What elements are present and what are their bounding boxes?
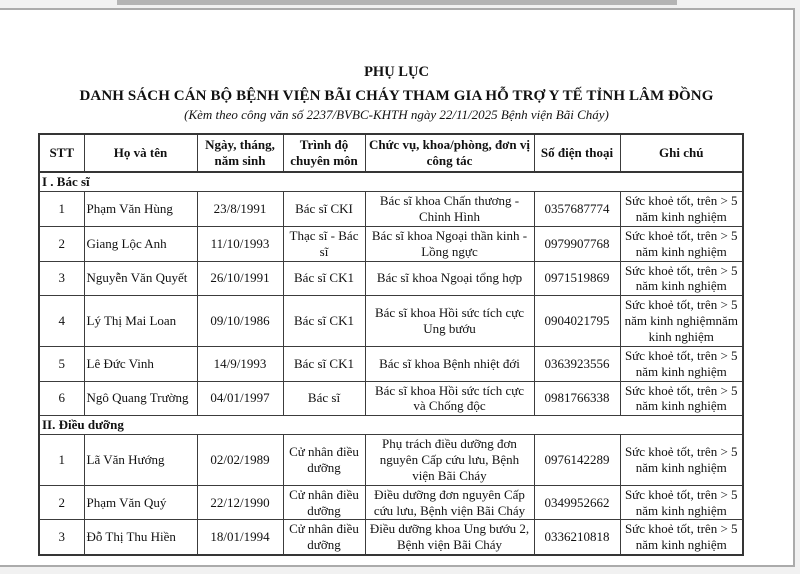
table-row — [39, 192, 743, 227]
cell-phone: 0363923556 — [534, 346, 620, 381]
cell-note: Sức khoẻ tốt, trên > 5 năm kinh nghiệm — [620, 261, 743, 296]
table-row — [39, 381, 743, 416]
cell-note: Sức khoẻ tốt, trên > 5 năm kinh nghiệm — [620, 381, 743, 416]
table-row — [39, 261, 743, 296]
table-row — [39, 485, 743, 520]
table-row — [39, 435, 743, 486]
document-body — [0, 10, 793, 556]
window-top-edge — [117, 0, 677, 5]
cell-stt: 4 — [39, 296, 84, 347]
cell-stt: 1 — [39, 435, 84, 486]
cell-stt: 3 — [39, 520, 84, 555]
cell-note: Sức khoẻ tốt, trên > 5 năm kinh nghiệm — [620, 226, 743, 261]
cell-name: Lý Thị Mai Loan — [84, 296, 197, 347]
cell-degree: Cử nhân điều dưỡng — [283, 435, 365, 486]
cell-position: Bác sĩ khoa Ngoại thần kinh - Lồng ngực — [365, 226, 534, 261]
cell-note: Sức khoẻ tốt, trên > 5 năm kinh nghiệm — [620, 485, 743, 520]
cell-dob: 18/01/1994 — [197, 520, 283, 555]
cell-name: Ngô Quang Trường — [84, 381, 197, 416]
cell-phone: 0976142289 — [534, 435, 620, 486]
cell-phone: 0981766338 — [534, 381, 620, 416]
cell-position: Điều dưỡng khoa Ung bướu 2, Bệnh viện Bãi Cháy — [365, 520, 534, 555]
cell-degree: Bác sĩ — [283, 381, 365, 416]
table-row — [39, 296, 743, 347]
col-header-stt: STT — [39, 134, 84, 172]
table-row — [39, 520, 743, 555]
col-header-name: Họ và tên — [84, 134, 197, 172]
cell-name: Đỗ Thị Thu Hiền — [84, 520, 197, 555]
cell-note: Sức khoẻ tốt, trên > 5 năm kinh nghiệm — [620, 346, 743, 381]
table-header-row — [39, 134, 743, 172]
cell-dob: 23/8/1991 — [197, 192, 283, 227]
col-header-note: Ghi chú — [620, 134, 743, 172]
table-row — [39, 346, 743, 381]
cell-stt: 2 — [39, 226, 84, 261]
cell-degree: Bác sĩ CK1 — [283, 261, 365, 296]
cell-phone: 0336210818 — [534, 520, 620, 555]
cell-stt: 5 — [39, 346, 84, 381]
cell-dob: 26/10/1991 — [197, 261, 283, 296]
cell-stt: 6 — [39, 381, 84, 416]
cell-position: Bác sĩ khoa Hồi sức tích cực và Chống độc — [365, 381, 534, 416]
cell-degree: Thạc sĩ - Bác sĩ — [283, 226, 365, 261]
col-header-phone: Số điện thoại — [534, 134, 620, 172]
cell-degree: Cử nhân điều dưỡng — [283, 520, 365, 555]
cell-name: Lê Đức Vinh — [84, 346, 197, 381]
appendix-title: PHỤ LỤC — [364, 64, 429, 80]
staff-table-body — [39, 172, 743, 555]
cell-name: Giang Lộc Anh — [84, 226, 197, 261]
cell-note: Sức khoẻ tốt, trên > 5 năm kinh nghiệm — [620, 192, 743, 227]
cell-name: Nguyễn Văn Quyết — [84, 261, 197, 296]
cell-dob: 11/10/1993 — [197, 226, 283, 261]
cell-position: Bác sĩ khoa Hồi sức tích cực Ung bướu — [365, 296, 534, 347]
col-header-degree: Trình độ chuyên môn — [283, 134, 365, 172]
cell-position: Điều dưỡng đơn nguyên Cấp cứu lưu, Bệnh viện Bãi Cháy — [365, 485, 534, 520]
section-label: I . Bác sĩ — [39, 172, 743, 191]
cell-phone: 0357687774 — [534, 192, 620, 227]
col-header-dob: Ngày, tháng, năm sinh — [197, 134, 283, 172]
cell-position: Bác sĩ khoa Ngoại tổng hợp — [365, 261, 534, 296]
cell-position: Bác sĩ khoa Chấn thương - Chỉnh Hình — [365, 192, 534, 227]
cell-position: Phụ trách điều dưỡng đơn nguyên Cấp cứu lưu, Bệnh viện Bãi Cháy — [365, 435, 534, 486]
cell-dob: 14/9/1993 — [197, 346, 283, 381]
cell-stt: 3 — [39, 261, 84, 296]
cell-dob: 04/01/1997 — [197, 381, 283, 416]
cell-degree: Bác sĩ CKI — [283, 192, 365, 227]
cell-degree: Bác sĩ CK1 — [283, 346, 365, 381]
cell-degree: Bác sĩ CK1 — [283, 296, 365, 347]
cell-name: Phạm Văn Hùng — [84, 192, 197, 227]
section-header-row — [39, 416, 743, 435]
col-header-position: Chức vụ, khoa/phòng, đơn vị công tác — [365, 134, 534, 172]
cell-dob: 22/12/1990 — [197, 485, 283, 520]
cell-name: Lã Văn Hướng — [84, 435, 197, 486]
cell-dob: 02/02/1989 — [197, 435, 283, 486]
staff-table — [38, 133, 744, 556]
document-page — [0, 8, 795, 567]
table-row — [39, 226, 743, 261]
cell-phone: 0349952662 — [534, 485, 620, 520]
cell-note: Sức khoẻ tốt, trên > 5 năm kinh nghiệmnăm kinh nghiệm — [620, 296, 743, 347]
cell-phone: 0979907768 — [534, 226, 620, 261]
cell-name: Phạm Văn Quý — [84, 485, 197, 520]
cell-degree: Cử nhân điều dưỡng — [283, 485, 365, 520]
section-label: II. Điều dưỡng — [39, 416, 743, 435]
cell-note: Sức khoẻ tốt, trên > 5 năm kinh nghiệm — [620, 435, 743, 486]
document-subheading: (Kèm theo công văn số 2237/BVBC-KHTH ngày 22/11/2025 Bệnh viện Bãi Cháy) — [184, 107, 609, 123]
cell-phone: 0971519869 — [534, 261, 620, 296]
document-heading: DANH SÁCH CÁN BỘ BỆNH VIỆN BÃI CHÁY THAM GIA HỖ TRỢ Y TẾ TỈNH LÂM ĐỒNG — [79, 87, 714, 104]
section-header-row — [39, 172, 743, 191]
cell-stt: 2 — [39, 485, 84, 520]
cell-note: Sức khoẻ tốt, trên > 5 năm kinh nghiệm — [620, 520, 743, 555]
cell-dob: 09/10/1986 — [197, 296, 283, 347]
cell-position: Bác sĩ khoa Bệnh nhiệt đới — [365, 346, 534, 381]
cell-stt: 1 — [39, 192, 84, 227]
cell-phone: 0904021795 — [534, 296, 620, 347]
